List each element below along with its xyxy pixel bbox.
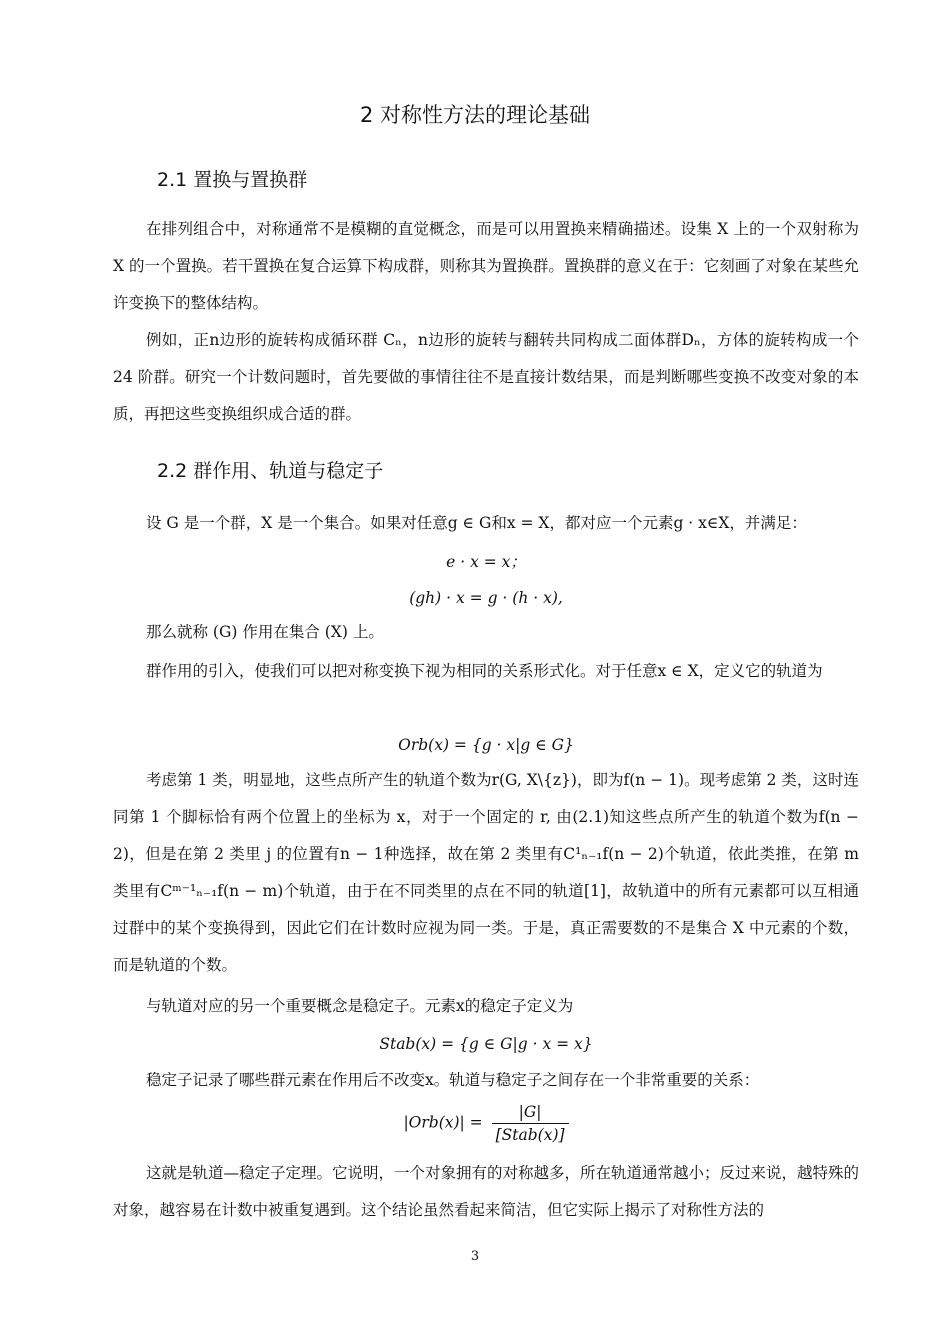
section-title-2-1: 2.1 置换与置换群 <box>157 169 308 191</box>
paragraph-group-action-definition: 设 G 是一个群，X 是一个集合。如果对任意g ∈ G和x = X，都对应一个元素g · x∈X，并满足： <box>146 514 807 532</box>
paragraph-orbit-counting: 考虑第 1 类，明显地，这些点所产生的轨道个数为r(G, X\{z})，即为f(n − 1)。现考虑第 2 类，这时连同第 1 个脚标恰有两个位置上的坐标为 x，对于一个固定的 r, 由(2.1)知这些点所产生的轨道个数为f(n − 2)，但是在第 2 类里 j 的位置有n − 1种选择，故在第 2 类里有C¹ₙ₋₁f(n − 2)个轨道，依此类推，在第 m 类里有Cᵐ⁻¹ₙ₋₁f(n − m)个轨道，由于在不同类里的点在不同的轨道[1]，故轨道中的所有元素都可以互相通过群中的某个变换得到，因此它们在计数时应视为同一类。于是，真正需要数的不是集合 X 中元素的个数，而是轨道的个数。 <box>113 771 859 974</box>
paragraph-orbit-intro: 群作用的引入，使我们可以把对称变换下视为相同的关系形式化。对于任意x ∈ X，定义它的轨道为 <box>146 662 823 680</box>
page-number: 3 <box>470 1249 480 1264</box>
equation-orbit-definition: Orb(x) = {g · x|g ∈ G} <box>398 736 574 754</box>
fraction-numerator: |G| <box>492 1101 569 1124</box>
paragraph-stabilizer-intro: 与轨道对应的另一个重要概念是稳定子。元素x的稳定子定义为 <box>146 997 574 1015</box>
paragraph-orbit-stabilizer-relation: 稳定子记录了哪些群元素在作用后不改变x。轨道与稳定子之间存在一个非常重要的关系： <box>146 1071 760 1089</box>
fraction-denominator: [Stab(x)] <box>495 1126 565 1144</box>
paragraph-orbit-stabilizer-theorem: 这就是轨道—稳定子定理。它说明，一个对象拥有的对称越多，所在轨道通常越小；反过来说，越特殊的对象，越容易在计数中被重复遇到。这个结论虽然看起来简洁，但它实际上揭示了对称性方法的 <box>113 1164 860 1219</box>
equation-identity-action: e · x = x； <box>446 553 526 571</box>
paragraph-permutation-definition: 在排列组合中，对称通常不是模糊的直觉概念，而是可以用置换来精确描述。设集 X 上的一个双射称为 X 的一个置换。若干置换在复合运算下构成群，则称其为置换群。置换群的意义在于：它刻画了对象在某些允许变换下的整体结构。 <box>113 220 859 312</box>
equation-stabilizer-definition: Stab(x) = {g ∈ G|g · x = x} <box>379 1035 593 1053</box>
fraction <box>492 1101 569 1146</box>
paragraph-acts-on-set: 那么就称 (G) 作用在集合 (X) 上。 <box>146 623 384 641</box>
equation-lhs: |Orb(x)| = <box>403 1113 483 1132</box>
section-title-2-2: 2.2 群作用、轨道与稳定子 <box>157 460 384 482</box>
equation-compatibility-action: (gh) · x = g · (h · x), <box>409 589 563 607</box>
equation-orbit-stabilizer-theorem <box>113 1101 859 1146</box>
paragraph-group-examples: 例如，正n边形的旋转构成循环群 Cₙ，n边形的旋转与翻转共同构成二面体群Dₙ，方体的旋转构成一个 24 阶群。研究一个计数问题时，首先要做的事情往往不是直接计数结果，而是判断哪些变换不改变对象的本质，再把这些变换组织成合适的群。 <box>113 331 859 423</box>
chapter-title: 2 对称性方法的理论基础 <box>359 103 591 127</box>
